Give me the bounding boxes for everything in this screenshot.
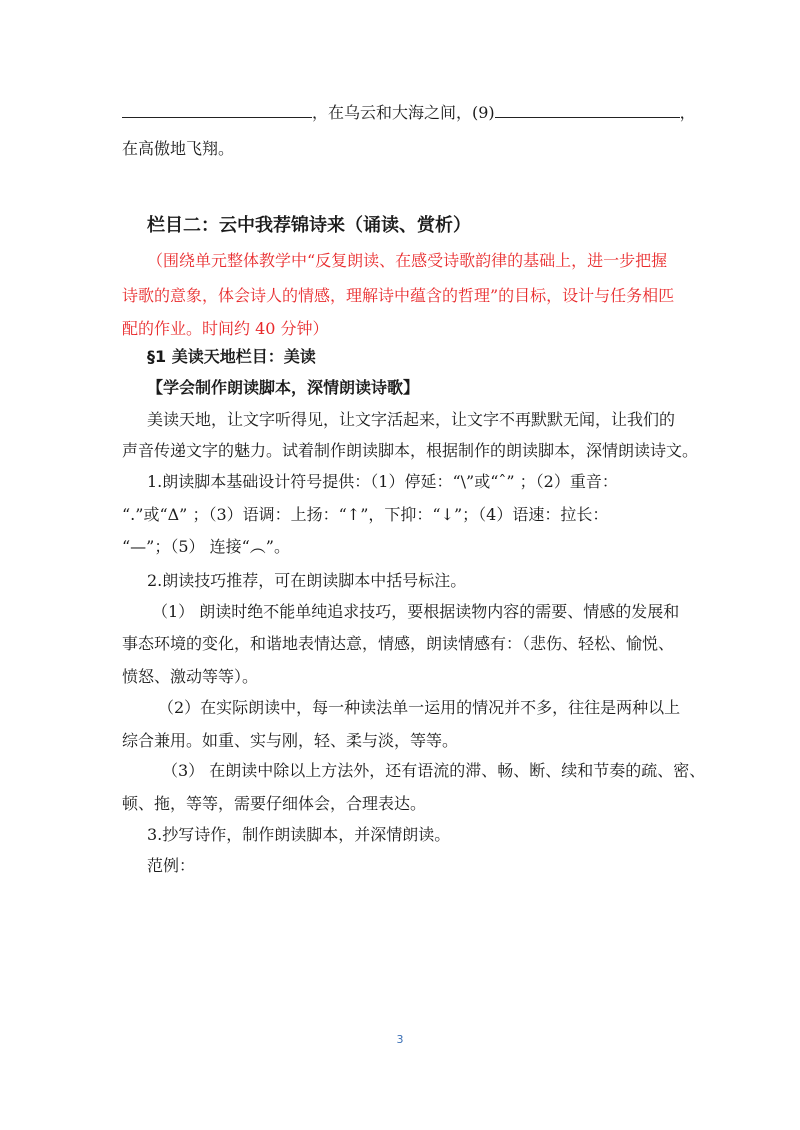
section-heading: 栏目二：云中我荐锦诗来（诵读、赏析） <box>147 215 471 236</box>
sub3-line: 顿、拖，等等，需要仔细体会，合理表达。 <box>122 794 427 813</box>
bracket-heading: 【学会制作朗读脚本，深情朗读诗歌】 <box>147 378 420 397</box>
note-line: 配的作业。时间约 40 分钟） <box>122 319 329 338</box>
sub1-line: （1） 朗读时绝不能单纯追求技巧，要根据读物内容的需要、情感的发展和 <box>152 602 680 621</box>
fill-in-text: ，在乌云和大海之间，(9) <box>312 103 495 122</box>
intro-line: 声音传递文字的魅力。试着制作朗读脚本，根据制作的朗读脚本，深情朗读诗文。 <box>122 441 699 460</box>
fill-in-end: ， <box>679 103 696 122</box>
page-number: 3 <box>396 1033 404 1046</box>
sub2-line: 综合兼用。如重、实与刚，轻、柔与淡，等等。 <box>122 731 459 750</box>
note-line: （围绕单元整体教学中“反复朗读、在感受诗歌韵律的基础上，进一步把握 <box>147 251 668 270</box>
answer-blank[interactable] <box>122 103 312 118</box>
item1-line: “—”；（5） 连接“︵”。 <box>122 537 290 556</box>
item1-line: 1.朗读脚本基础设计符号提供：（1）停延：“\”或“ˆ” ；（2）重音： <box>147 472 618 491</box>
sub1-line: 愤怒、激动等等）。 <box>122 667 259 686</box>
text-line: 在高傲地飞翔。 <box>122 139 235 158</box>
sub2-line: （2）在实际朗读中，每一种读法单一运用的情况并不多，往往是两种以上 <box>158 698 681 717</box>
item3-line: 3.抄写诗作，制作朗读脚本，并深情朗读。 <box>147 825 451 844</box>
item1-line: “.”或“Δ” ；（3）语调：上扬：“↑”，下抑：“↓”；（4）语速：拉长： <box>122 505 609 524</box>
sub3-line: （3） 在朗读中除以上方法外，还有语流的滞、畅、断、续和节奏的疏、密、 <box>162 761 706 780</box>
answer-blank[interactable] <box>495 103 680 118</box>
sub-heading: §1 美读天地栏目：美读 <box>147 347 316 366</box>
intro-line: 美读天地，让文字听得见，让文字活起来，让文字不再默默无闻，让我们的 <box>147 410 676 429</box>
example-label: 范例： <box>147 856 196 875</box>
sub1-line: 事态环境的变化，和谐地表情达意，情感，朗读情感有：（悲伤、轻松、愉悦、 <box>122 634 675 653</box>
note-line: 诗歌的意象，体会诗人的情感，理解诗中蕴含的哲理”的目标，设计与任务相匹 <box>122 286 675 305</box>
item2-line: 2.朗读技巧推荐，可在朗读脚本中括号标注。 <box>147 571 467 590</box>
fill-in-line <box>122 102 696 124</box>
